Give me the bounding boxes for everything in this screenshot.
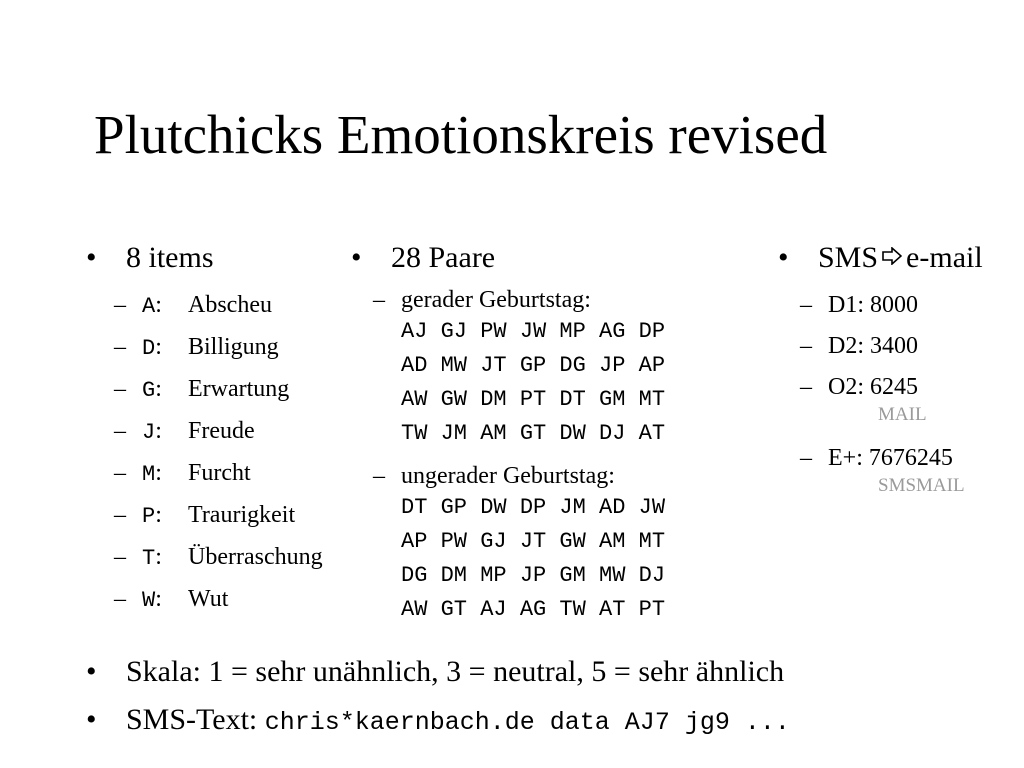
pair-row: AD MW JT GP DG JP AP: [401, 353, 666, 378]
pair-row: TW JM AM GT DW DJ AT: [401, 421, 666, 446]
sms-text-note: [86, 696, 790, 747]
pair-row: AW GW DM PT DT GM MT: [401, 387, 666, 412]
list-item: – T: Überraschung: [142, 537, 323, 579]
sms-text-label: SMS-Text:: [126, 703, 258, 736]
item-label: Furcht: [188, 460, 251, 486]
sms-heading-left: SMS: [818, 241, 879, 274]
list-item: – O2: 6245: [828, 367, 983, 408]
pair-row: DT GP DW DP JM AD JW: [401, 495, 666, 520]
item-key: P: [142, 504, 156, 529]
item-key: D: [142, 336, 156, 361]
item-label: Wut: [188, 586, 229, 612]
sms-column: [778, 240, 983, 509]
bottom-notes: [86, 648, 790, 747]
pairs-heading: • 28 Paare: [351, 240, 665, 276]
pair-row: AP PW GJ JT GW AM MT: [401, 529, 666, 554]
list-item: – G: Erwartung: [142, 369, 323, 411]
pairs-list: [351, 285, 665, 627]
item-label: Überraschung: [188, 544, 323, 570]
item-key: W: [142, 588, 156, 613]
list-item: – D2: 3400: [828, 326, 983, 367]
list-item: – M: Furcht: [142, 453, 323, 495]
pair-row: DG DM MP JP GM MW DJ: [401, 563, 666, 588]
list-item: – E+: 7676245: [828, 438, 983, 479]
odd-birthday-group: [401, 461, 665, 627]
list-item: – D1: 8000: [828, 285, 983, 326]
sms-heading-right: e-mail: [906, 241, 983, 274]
items-heading: • 8 items: [86, 240, 323, 276]
scale-note: • Skala: 1 = sehr unähnlich, 3 = neutral, 5 = sehr ähnlich: [86, 648, 790, 696]
pair-row: AW GT AJ AG TW AT PT: [401, 597, 666, 622]
even-birthday-label: – gerader Geburtstag:: [401, 287, 591, 313]
pairs-column: [351, 240, 665, 637]
item-label: Erwartung: [188, 376, 290, 402]
list-item: – A: Abscheu: [142, 285, 323, 327]
item-key: G: [142, 378, 156, 403]
items-column: [86, 240, 323, 621]
item-label: Abscheu: [188, 292, 272, 318]
item-key: A: [142, 294, 156, 319]
sms-heading: [778, 240, 983, 276]
provider-hint: MAIL: [878, 404, 927, 425]
odd-birthday-label: – ungerader Geburtstag:: [401, 463, 615, 489]
even-birthday-group: [401, 285, 665, 451]
list-item: – D: Billigung: [142, 327, 323, 369]
sms-text-code: chris*kaernbach.de data AJ7 jg9 ...: [264, 708, 790, 737]
provider-hint: SMSMAIL: [878, 475, 965, 496]
hollow-right-arrow-icon: [882, 240, 902, 276]
item-key: T: [142, 546, 156, 571]
list-item: – J: Freude: [142, 411, 323, 453]
pair-row: AJ GJ PW JW MP AG DP: [401, 319, 666, 344]
sms-list: [778, 285, 983, 499]
list-item: – W: Wut: [142, 579, 323, 621]
slide-title: Plutchicks Emotionskreis revised: [94, 104, 828, 165]
item-label: Billigung: [188, 334, 279, 360]
item-label: Freude: [188, 418, 255, 444]
item-key: J: [142, 420, 156, 445]
item-label: Traurigkeit: [188, 502, 296, 528]
list-item: – P: Traurigkeit: [142, 495, 323, 537]
items-list: [86, 285, 323, 621]
item-key: M: [142, 462, 156, 487]
